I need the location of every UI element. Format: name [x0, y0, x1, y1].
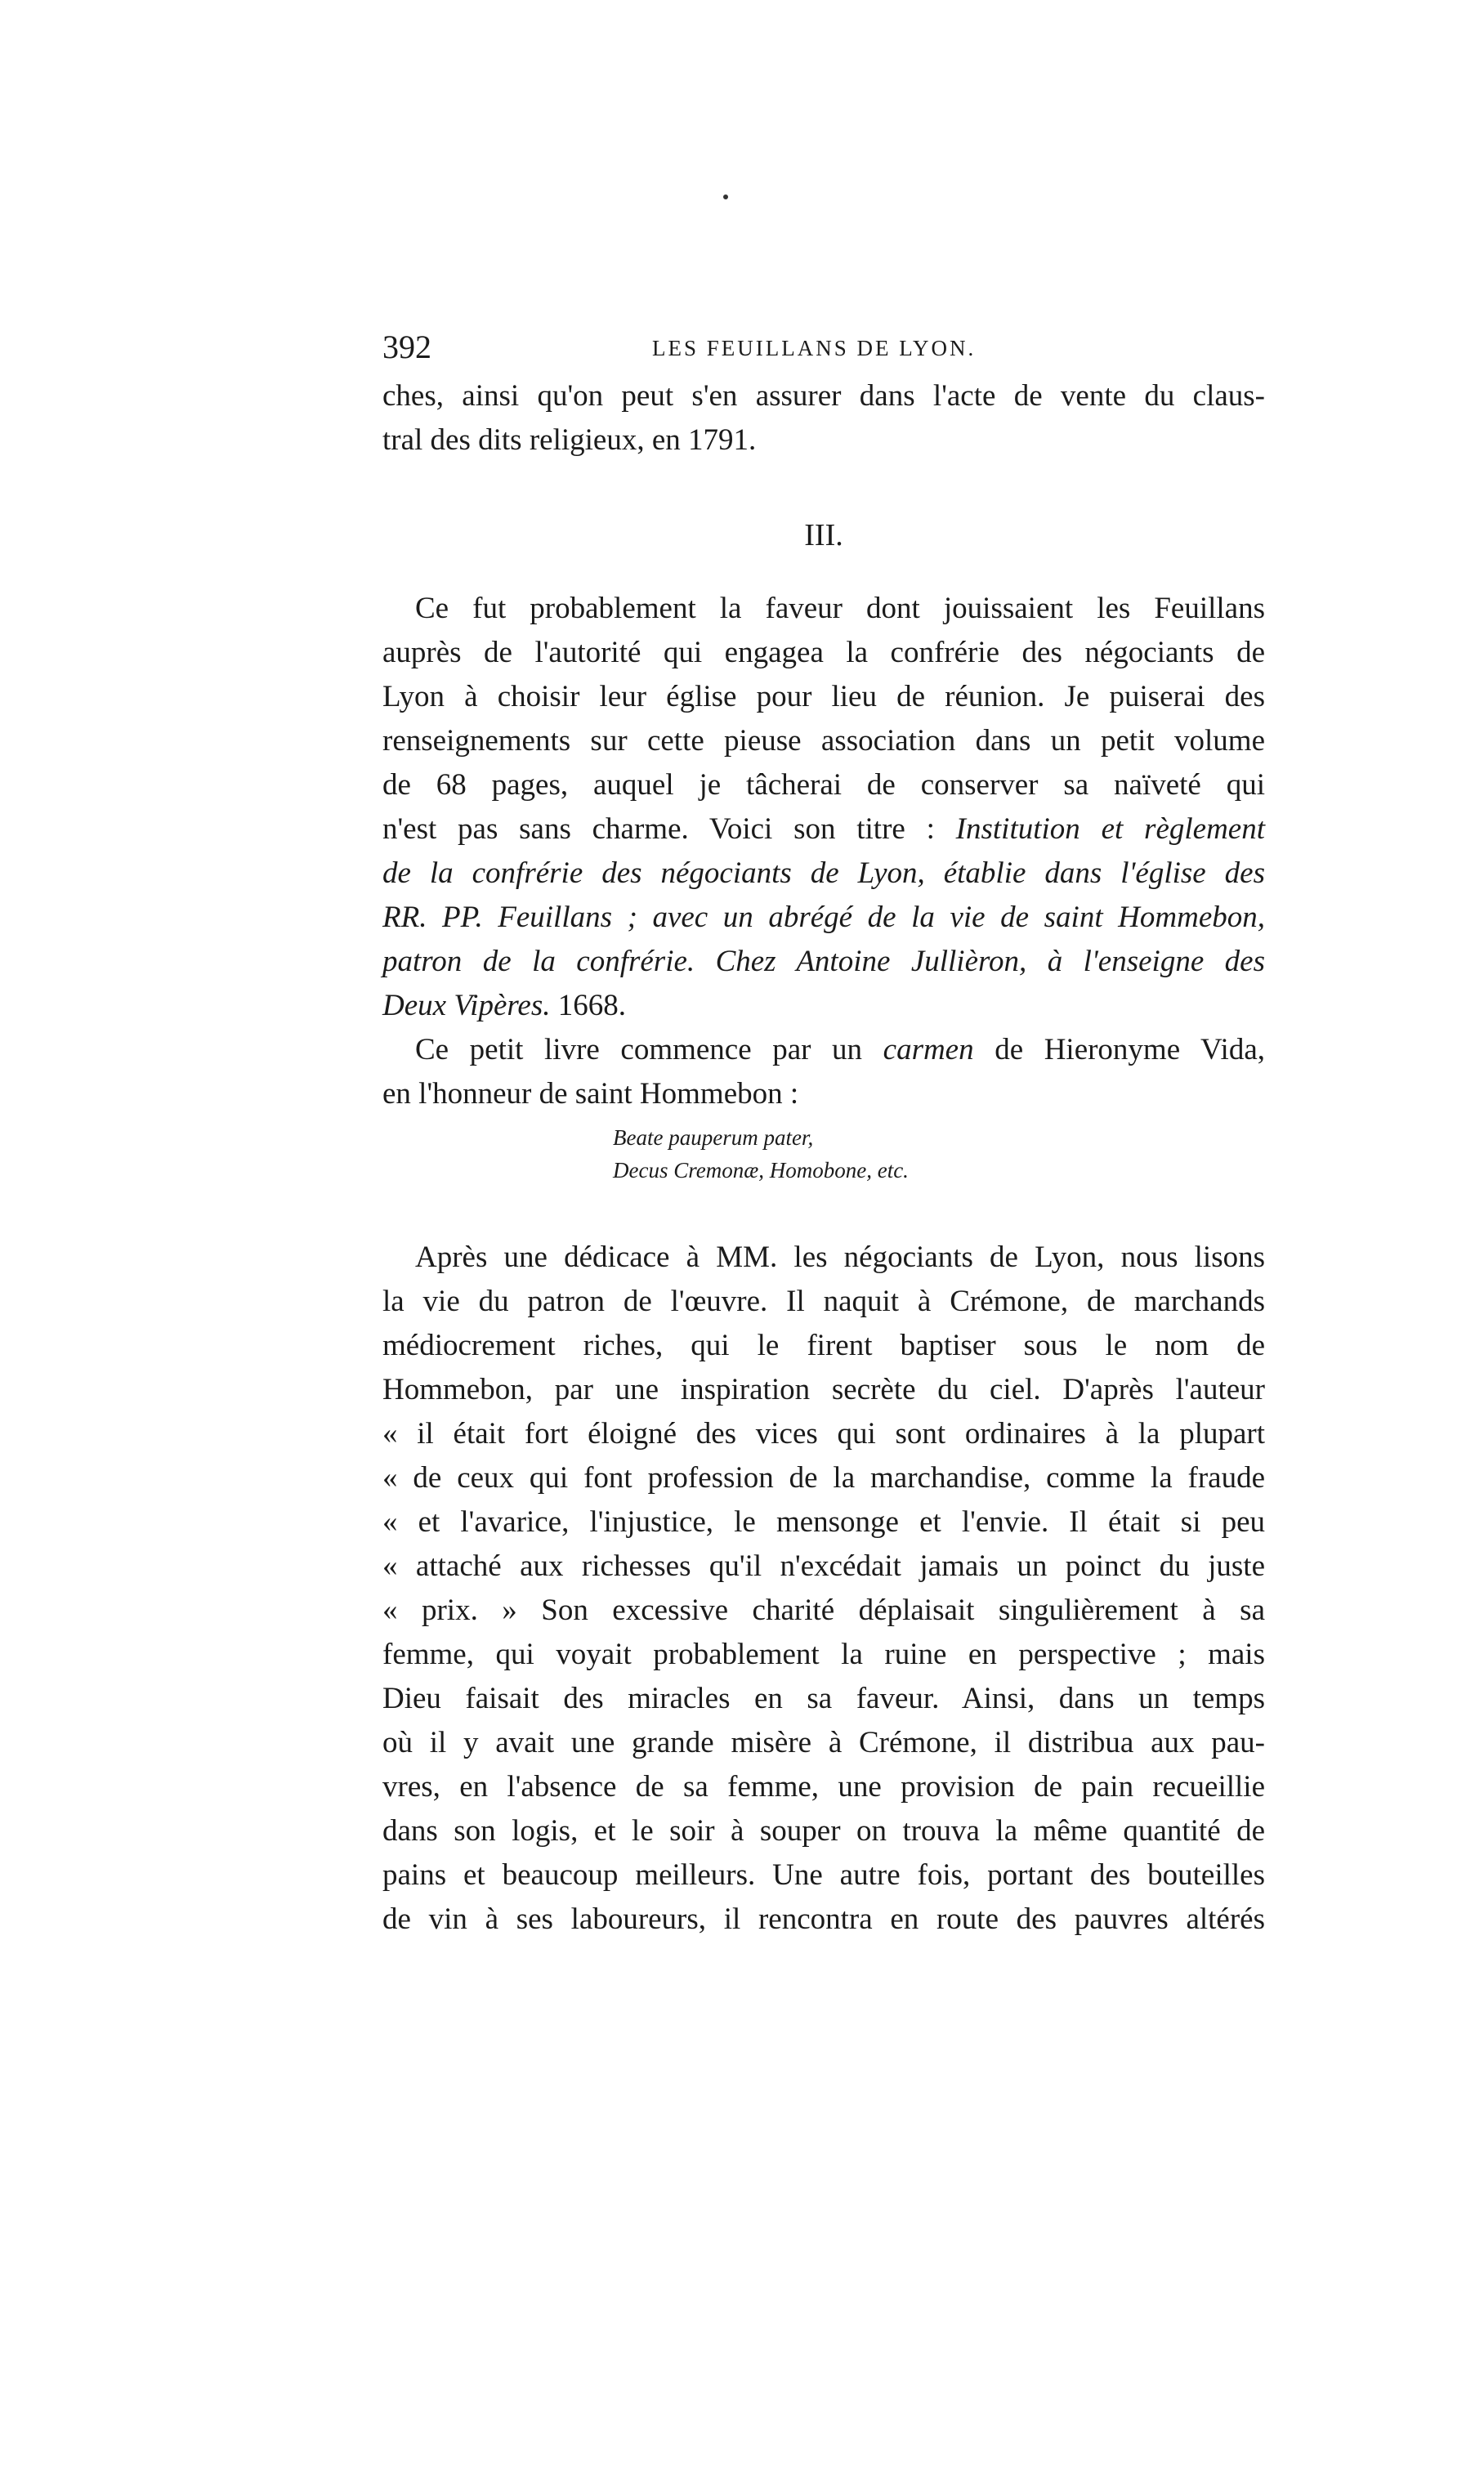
text-line: auprès de l'autorité qui engagea la confrérie des négociants de [382, 636, 1265, 669]
book-title-italic: Deux Vipères. [382, 989, 551, 1022]
text-line [382, 984, 1265, 1028]
carmen-italic: carmen [883, 1033, 974, 1066]
paragraph-3 [382, 1236, 1265, 1942]
ink-speck [723, 194, 728, 199]
running-title: LES FEUILLANS DE LYON. [652, 336, 977, 360]
text-line: la vie du patron de l'œuvre. Il naquit à Crémone, de marchands [382, 1285, 1265, 1318]
text-line: « attaché aux richesses qu'il n'excédait jamais un poinct du juste [382, 1549, 1265, 1583]
text-line: Après une dédicace à MM. les négociants de Lyon, nous lisons [415, 1241, 1265, 1274]
text-line: de 68 pages, auquel je tâcherai de conserver sa naïveté qui [382, 768, 1265, 802]
text-line: « il était fort éloigné des vices qui sont ordinaires à la plupart [382, 1417, 1265, 1451]
text-segment: n'est pas sans charme. Voici son titre : [382, 812, 935, 846]
verse-line: Decus Cremonæ, Homobone, etc. [613, 1158, 909, 1182]
paragraph-2 [382, 1028, 1265, 1116]
book-title-italic: de la confrérie des négociants de Lyon, établie dans l'église des [382, 856, 1265, 890]
text-line [382, 896, 1265, 940]
book-title-italic: patron de la confrérie. Chez Antoine Jullièron, à l'enseigne des [382, 945, 1265, 978]
text-line: Ce fut probablement la faveur dont jouissaient les Feuillans [415, 592, 1265, 625]
text-line: « prix. » Son excessive charité déplaisait singulièrement à sa [382, 1594, 1265, 1627]
text-line: « et l'avarice, l'injustice, le mensonge et l'envie. Il était si peu [382, 1505, 1265, 1539]
text-line: en l'honneur de saint Hommebon : [382, 1077, 799, 1111]
text-line: médiocrement riches, qui le firent baptiser sous le nom de [382, 1329, 1265, 1362]
book-title-italic: RR. PP. Feuillans ; avec un abrégé de la vie de saint Hommebon, [382, 901, 1265, 934]
text-line: pains et beaucoup meilleurs. Une autre fois, portant des bouteilles [382, 1858, 1265, 1892]
book-title-italic: Institution et règlement [955, 812, 1265, 846]
text-segment: de Hieronyme Vida, [995, 1033, 1265, 1066]
paragraph-1 [382, 587, 1265, 1028]
text-line [382, 852, 1265, 896]
text-line: où il y avait une grande misère à Crémone, il distribua aux pau- [382, 1726, 1265, 1759]
page-number: 392 [382, 329, 431, 365]
text-line: ches, ainsi qu'on peut s'en assurer dans l'acte de vente du claus- [382, 379, 1265, 413]
text-line: vres, en l'absence de sa femme, une provision de pain recueillie [382, 1770, 1265, 1804]
verse-line: Beate pauperum pater, [613, 1125, 814, 1150]
text-line: Dieu faisait des miracles en sa faveur. Ainsi, dans un temps [382, 1682, 1265, 1715]
page-header [382, 327, 1265, 368]
section-heading: III. [804, 518, 843, 552]
intro-paragraph [382, 374, 1265, 463]
text-line: femme, qui voyait probablement la ruine en perspective ; mais [382, 1638, 1265, 1671]
text-line: dans son logis, et le soir à souper on trouva la même quantité de [382, 1814, 1265, 1848]
text-line: tral des dits religieux, en 1791. [382, 423, 757, 457]
latin-verse [613, 1121, 1021, 1187]
text-line: Hommebon, par une inspiration secrète du ciel. D'après l'auteur [382, 1373, 1265, 1406]
text-line: de vin à ses laboureurs, il rencontra en route des pauvres altérés [382, 1902, 1265, 1936]
text-line: renseignements sur cette pieuse association dans un petit volume [382, 724, 1265, 758]
text-line [382, 807, 1265, 852]
text-line: Lyon à choisir leur église pour lieu de réunion. Je puiserai des [382, 680, 1265, 713]
publication-year: 1668. [557, 989, 626, 1022]
text-segment: Ce petit livre commence par un [415, 1033, 863, 1066]
text-line: « de ceux qui font profession de la marchandise, comme la fraude [382, 1461, 1265, 1495]
text-line [382, 1028, 1265, 1072]
text-line [382, 940, 1265, 984]
